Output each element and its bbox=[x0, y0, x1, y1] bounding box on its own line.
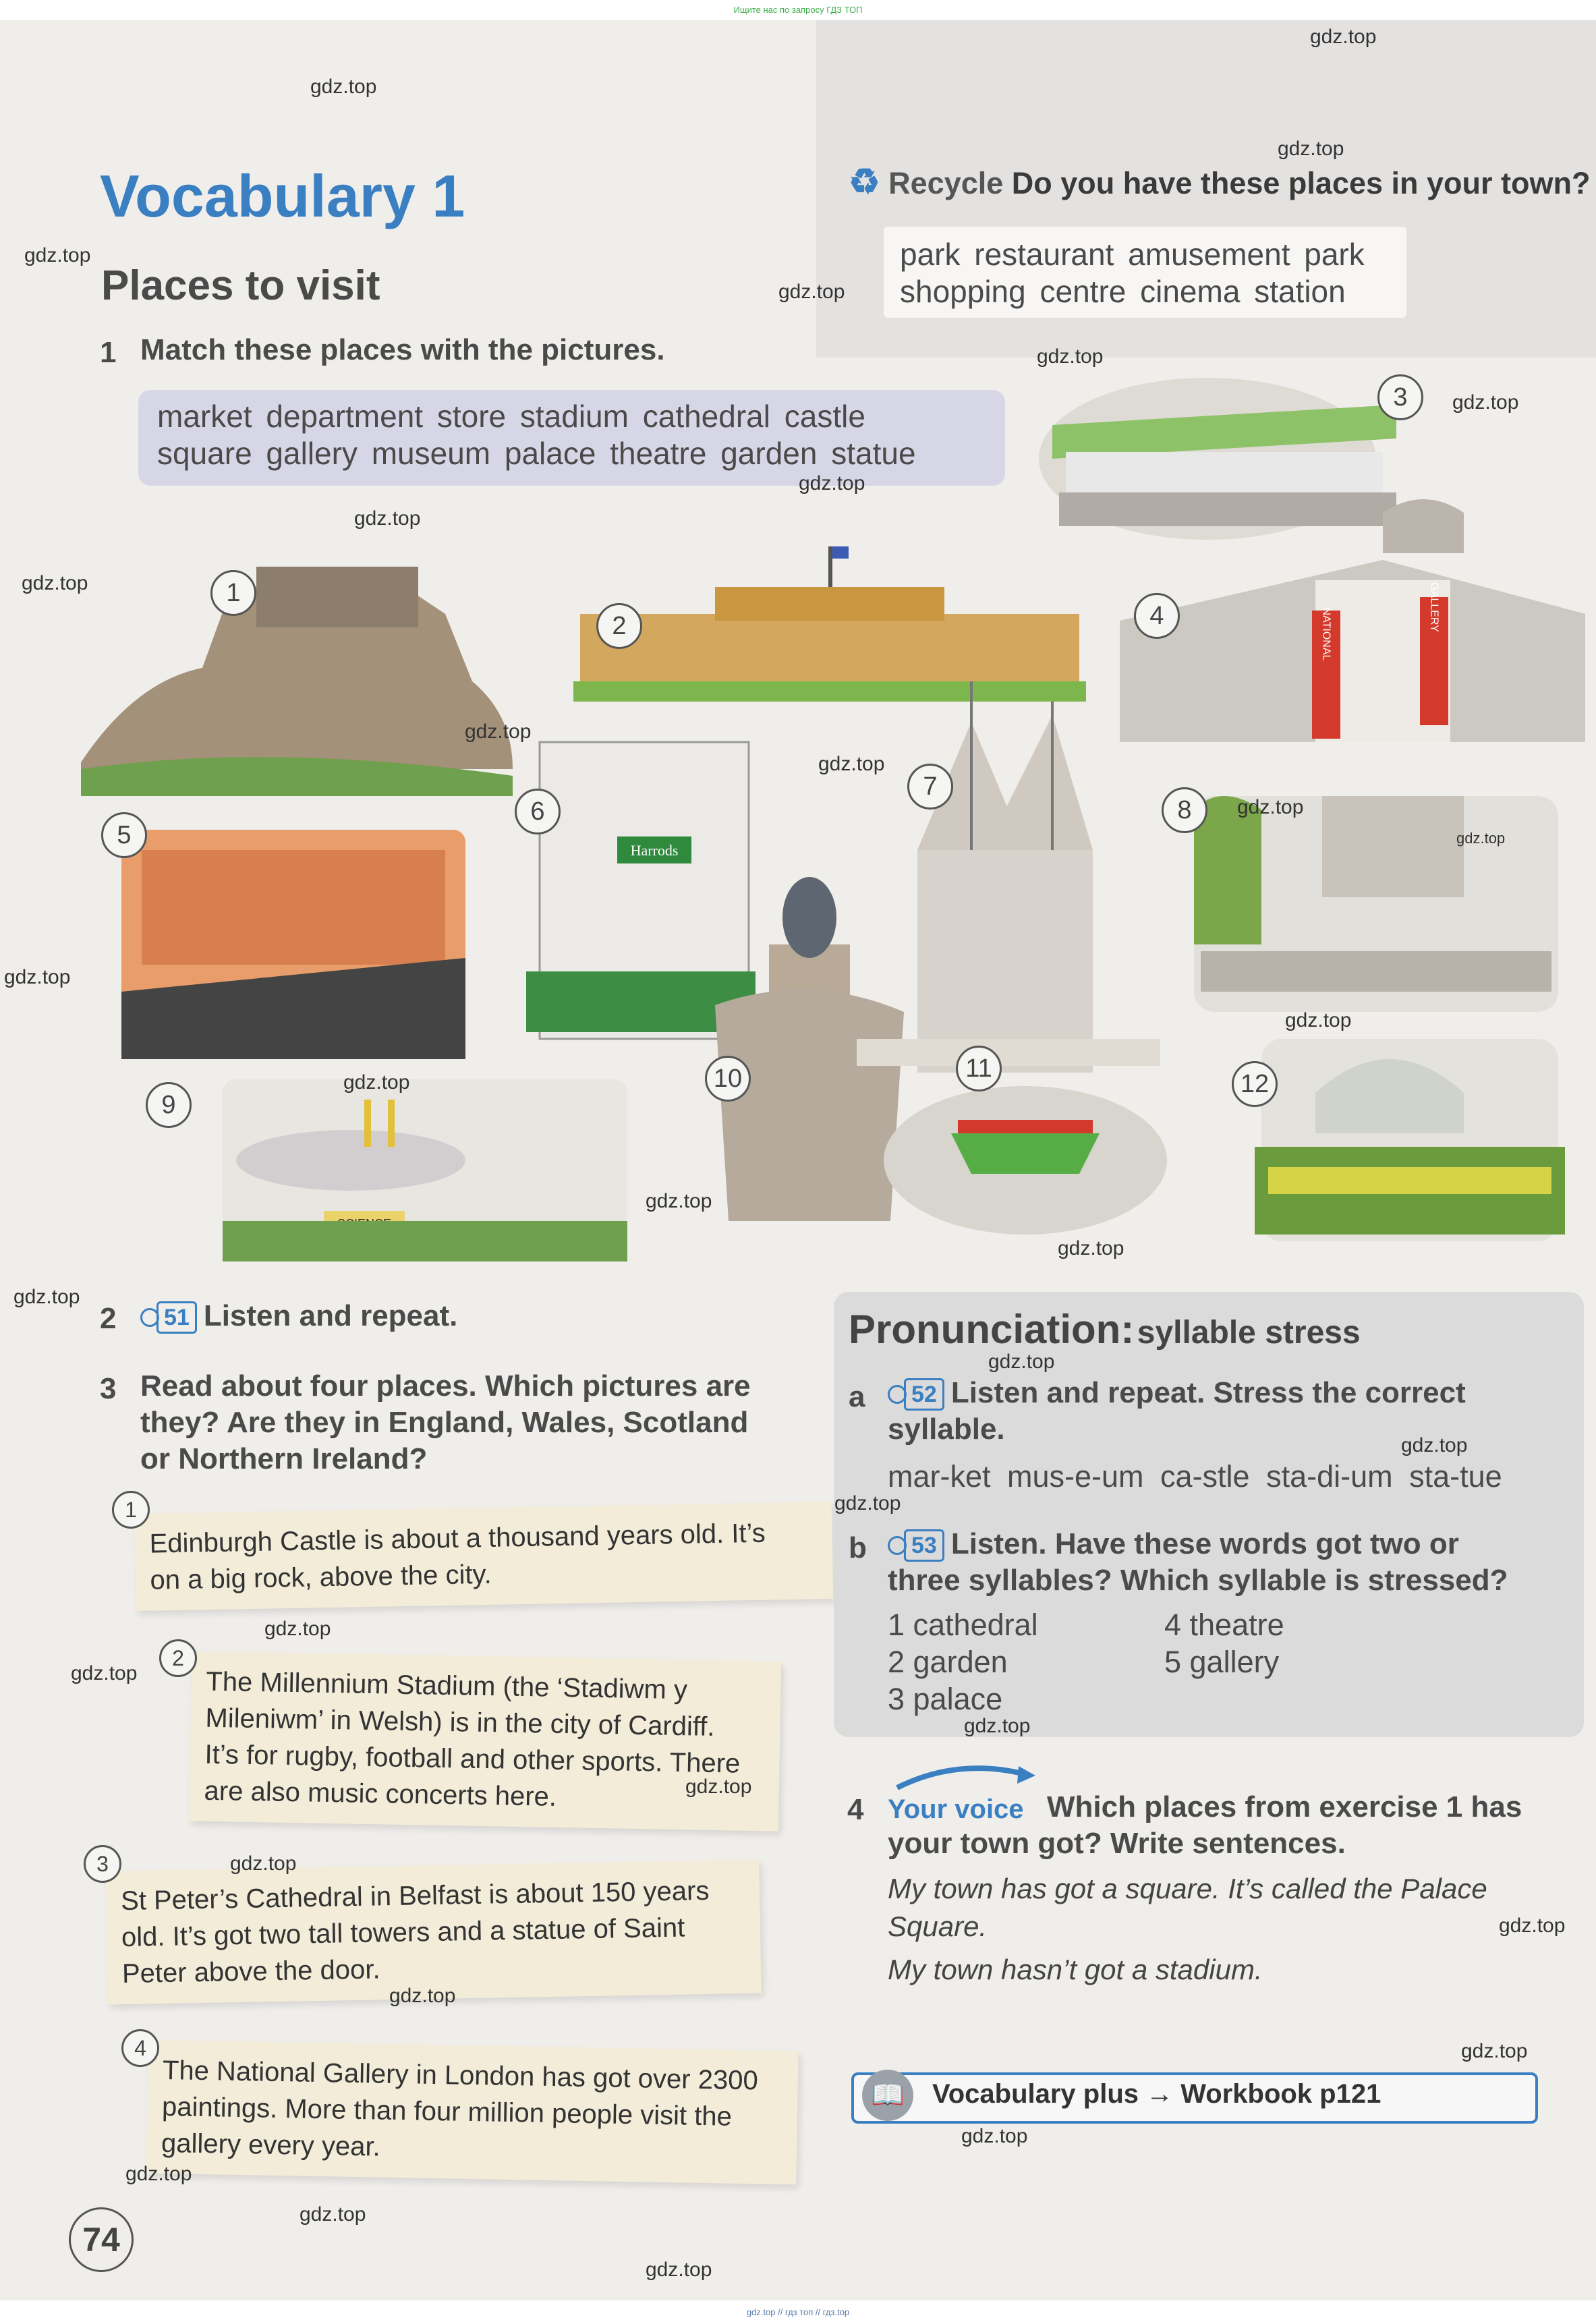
pron-b-line1: Listen. Have these words got two or bbox=[950, 1527, 1459, 1560]
watermark: gdz.top bbox=[685, 1776, 752, 1798]
ex2-number: 2 bbox=[100, 1302, 117, 1335]
note-2-line3: It’s for rugby, football and other sports. There bbox=[204, 1739, 741, 1779]
watermark: gdz.top bbox=[834, 1492, 901, 1514]
watermark: gdz.top bbox=[1285, 1009, 1352, 1031]
pron-a-line1: Listen and repeat. Stress the correct bbox=[950, 1376, 1466, 1409]
ex4-line1: Which places from exercise 1 has bbox=[1047, 1790, 1522, 1823]
pronunciation-title: Pronunciation: bbox=[849, 1307, 1135, 1352]
pron-a-instruction bbox=[888, 1375, 1466, 1448]
watermark: gdz.top bbox=[988, 1351, 1055, 1373]
ex4-example2: Square. bbox=[888, 1910, 988, 1942]
voice-arrow-icon bbox=[890, 1761, 1039, 1794]
watermark: gdz.top bbox=[818, 753, 885, 775]
picture-number-12: 12 bbox=[1232, 1061, 1278, 1107]
watermark: gdz.top bbox=[1456, 830, 1506, 847]
note-1-line2: on a big rock, above the city. bbox=[150, 1559, 492, 1595]
watermark: gdz.top bbox=[24, 244, 91, 266]
note-number-4: 4 bbox=[121, 2029, 159, 2067]
note-number-2: 2 bbox=[159, 1639, 197, 1677]
note-4-line1: The National Gallery in London has got over 2300 bbox=[162, 2055, 759, 2096]
watermark: gdz.top bbox=[13, 1286, 80, 1308]
picture-number-1: 1 bbox=[210, 570, 256, 616]
recycle-words-line2: shopping centre cinema station bbox=[900, 274, 1346, 309]
watermark: gdz.top bbox=[1037, 345, 1104, 368]
picture-number-3: 3 bbox=[1377, 374, 1423, 420]
watermark: gdz.top bbox=[22, 572, 88, 594]
watermark: gdz.top bbox=[465, 720, 532, 743]
national-sign: NATIONAL bbox=[1320, 607, 1332, 661]
pron-item-2: 2 garden bbox=[888, 1645, 1008, 1679]
ex3-instruction bbox=[140, 1368, 751, 1477]
vocabulary-plus-label[interactable]: Vocabulary plus → Workbook p121 bbox=[932, 2079, 1381, 2109]
page-number: 74 bbox=[69, 2207, 134, 2272]
ex2-track[interactable]: 51 bbox=[156, 1301, 197, 1334]
page-subtitle: Places to visit bbox=[101, 262, 380, 309]
note-number-3: 3 bbox=[84, 1845, 121, 1883]
note-number-1: 1 bbox=[112, 1491, 150, 1529]
pron-item-1: 1 cathedral bbox=[888, 1608, 1038, 1642]
harrods-sign: Harrods bbox=[630, 842, 679, 859]
watermark: gdz.top bbox=[1401, 1434, 1468, 1456]
pron-item-3: 3 palace bbox=[888, 1682, 1003, 1716]
your-voice-label: Your voice bbox=[888, 1794, 1024, 1824]
recycle-icon: ♻ bbox=[849, 163, 880, 202]
castle-picture bbox=[81, 567, 513, 796]
garden-picture bbox=[1255, 1039, 1565, 1241]
watermark: gdz.top bbox=[310, 76, 377, 98]
watermark: gdz.top bbox=[71, 1662, 138, 1684]
watermark: gdz.top bbox=[1058, 1237, 1124, 1259]
illustrations-area bbox=[0, 364, 1596, 1288]
note-4 bbox=[146, 2040, 798, 2185]
picture-number-5: 5 bbox=[101, 812, 147, 858]
pron-a-words: mar-ket mus-e-um ca-stle sta-di-um sta-tue bbox=[888, 1459, 1502, 1494]
watermark: gdz.top bbox=[1278, 138, 1344, 160]
watermark: gdz.top bbox=[1499, 1915, 1566, 1937]
watermark: gdz.top bbox=[961, 2125, 1028, 2147]
note-4-line2: paintings. More than four million people visit the bbox=[161, 2091, 733, 2132]
theatre-picture bbox=[121, 830, 465, 1059]
picture-number-6: 6 bbox=[515, 789, 561, 834]
note-1 bbox=[134, 1502, 833, 1611]
market-picture bbox=[1039, 378, 1396, 540]
ex2-text: Listen and repeat. bbox=[203, 1299, 458, 1332]
book-icon: 📖 bbox=[862, 2070, 913, 2121]
recycle-words-line1: park restaurant amusement park bbox=[900, 237, 1365, 272]
note-3 bbox=[105, 1860, 761, 2005]
top-ad-bar: Ищите нас по запросу ГДЗ ТОП bbox=[0, 0, 1596, 20]
palace-picture bbox=[573, 546, 1086, 702]
watermark: gdz.top bbox=[300, 2203, 366, 2226]
watermark: gdz.top bbox=[646, 2259, 712, 2281]
stadium-picture bbox=[884, 1086, 1167, 1235]
square-picture bbox=[1194, 796, 1558, 1012]
watermark: gdz.top bbox=[1310, 26, 1377, 48]
watermark: gdz.top bbox=[1461, 2040, 1528, 2062]
recycle-label: Recycle bbox=[888, 166, 1004, 200]
pron-b-line2: three syllables? Which syllable is stressed? bbox=[888, 1564, 1508, 1597]
note-3-line2: old. It’s got two tall towers and a statue of Saint bbox=[121, 1912, 685, 1953]
note-2-line1: The Millennium Stadium (the ‘Stadiwm y bbox=[206, 1666, 688, 1705]
pron-b-instruction bbox=[888, 1526, 1508, 1599]
pron-b-track[interactable]: 53 bbox=[904, 1529, 944, 1562]
picture-number-7: 7 bbox=[907, 764, 953, 810]
ex4-example1: My town has got a square. It’s called the Palace bbox=[888, 1873, 1487, 1904]
recycle-heading bbox=[849, 162, 1590, 202]
watermark: gdz.top bbox=[264, 1618, 331, 1640]
ex3-line2: they? Are they in England, Wales, Scotland bbox=[140, 1406, 749, 1439]
ex4-number: 4 bbox=[847, 1793, 864, 1826]
pron-b-label: b bbox=[849, 1531, 867, 1564]
watermark: gdz.top bbox=[230, 1852, 297, 1875]
watermark: gdz.top bbox=[778, 281, 845, 303]
pron-item-5: 5 gallery bbox=[1164, 1645, 1280, 1679]
picture-number-4: 4 bbox=[1134, 593, 1180, 639]
watermark: gdz.top bbox=[964, 1715, 1031, 1737]
pronunciation-heading bbox=[849, 1306, 1361, 1353]
note-2-line2: Mileniwm’ in Welsh) is in the city of Cardiff. bbox=[205, 1703, 715, 1742]
ex3-line3: or Northern Ireland? bbox=[140, 1442, 428, 1475]
ex4-line2: your town got? Write sentences. bbox=[888, 1827, 1346, 1860]
picture-number-8: 8 bbox=[1162, 787, 1207, 833]
note-2-line4: are also music concerts here. bbox=[204, 1776, 557, 1812]
pron-a-line2: syllable. bbox=[888, 1413, 1005, 1446]
page-title: Vocabulary 1 bbox=[100, 163, 465, 229]
watermark: gdz.top bbox=[1237, 796, 1304, 818]
watermark: gdz.top bbox=[389, 1985, 456, 2007]
picture-number-9: 9 bbox=[146, 1082, 192, 1128]
ex3-number: 3 bbox=[100, 1372, 117, 1405]
ex1-words-line2: square gallery museum palace theatre garden statue bbox=[157, 436, 916, 471]
ex4-example3: My town hasn’t got a stadium. bbox=[888, 1954, 1263, 1985]
watermark: gdz.top bbox=[354, 507, 421, 530]
ex2-instruction bbox=[140, 1298, 457, 1334]
note-1-line1: Edinburgh Castle is about a thousand years old. It’s bbox=[149, 1518, 766, 1559]
watermark: gdz.top bbox=[646, 1190, 712, 1212]
pron-a-label: a bbox=[849, 1380, 865, 1413]
recycle-question: Do you have these places in your town? bbox=[1011, 166, 1591, 200]
picture-number-2: 2 bbox=[596, 603, 642, 649]
pron-a-track[interactable]: 52 bbox=[904, 1378, 944, 1411]
note-3-line1: St Peter’s Cathedral in Belfast is about 150 years bbox=[120, 1875, 710, 1917]
picture-number-11: 11 bbox=[956, 1046, 1002, 1092]
watermark: gdz.top bbox=[343, 1071, 410, 1094]
note-3-line3: Peter above the door. bbox=[121, 1954, 380, 1989]
pron-item-4: 4 theatre bbox=[1164, 1608, 1284, 1642]
note-2 bbox=[189, 1651, 781, 1831]
ex1-number: 1 bbox=[100, 336, 117, 369]
watermark: gdz.top bbox=[799, 472, 865, 494]
watermark: gdz.top bbox=[4, 966, 71, 988]
ex1-words-line1: market department store stadium cathedral castle bbox=[157, 399, 865, 434]
gallery-sign: GALLERY bbox=[1428, 582, 1440, 632]
watermark: gdz.top bbox=[125, 2163, 192, 2185]
museum-picture bbox=[223, 1079, 627, 1262]
bottom-ad-bar: gdz.top // гдз топ // гдз.top bbox=[0, 2300, 1596, 2324]
pronunciation-subtitle: syllable stress bbox=[1137, 1315, 1361, 1351]
note-4-line3: gallery every year. bbox=[161, 2128, 381, 2162]
ex1-instruction: Match these places with the pictures. bbox=[140, 333, 665, 366]
ex3-line1: Read about four places. Which pictures are bbox=[140, 1369, 751, 1402]
department-store-picture bbox=[526, 742, 756, 1039]
watermark: gdz.top bbox=[1452, 391, 1519, 414]
picture-number-10: 10 bbox=[705, 1056, 751, 1102]
